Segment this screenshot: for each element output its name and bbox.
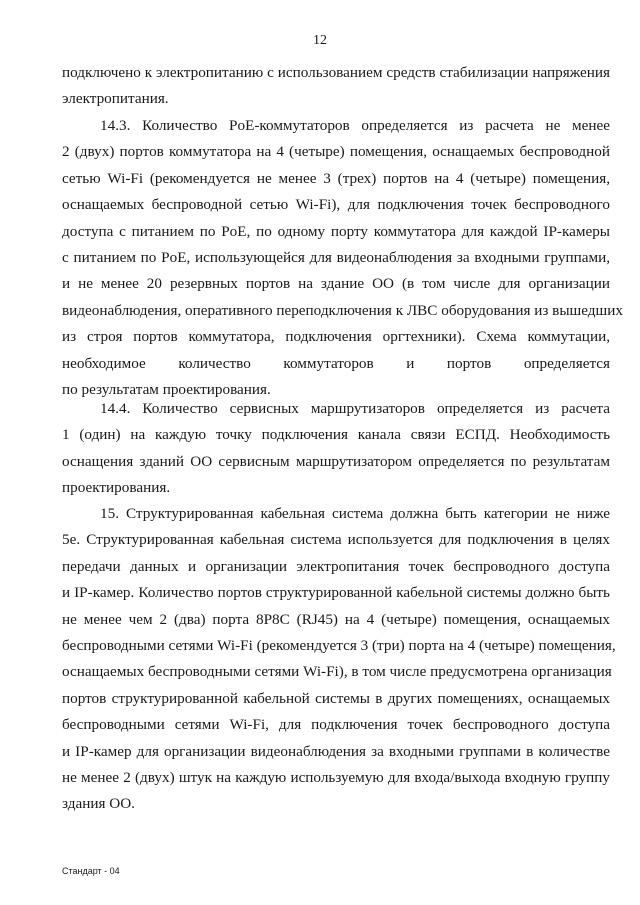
text-line: портов структурированной кабельной системы в других помещениях, оснащаемых xyxy=(62,689,610,707)
text-line: проектирования. xyxy=(62,479,171,497)
text-line: здания ОО. xyxy=(62,795,135,813)
page-number: 12 xyxy=(313,33,327,48)
text-line: доступа с питанием по PoE, по одному порту коммутатора для каждой IP-камеры xyxy=(62,222,610,240)
text-line: оснащения зданий ОО сервисным маршрутизатором определяется по результатам xyxy=(62,452,610,470)
text-line: и IP-камер. Количество портов структурированной кабельной системы должно быть xyxy=(62,584,610,602)
text-line: по результатам проектирования. xyxy=(62,380,271,398)
text-line: видеонаблюдения, оперативного переподключения к ЛВС оборудования из вышедших xyxy=(62,301,623,319)
paragraph-intro xyxy=(62,60,610,113)
text-line: 1 (один) на каждую точку подключения канала связи ЕСПД. Необходимость xyxy=(62,426,610,444)
text-line: 14.4. Количество сервисных маршрутизаторов определяется из расчета xyxy=(100,400,610,417)
paragraph-14-3 xyxy=(62,113,623,403)
text-line: беспроводными сетями Wi-Fi (рекомендуется 3 (три) порта на 4 (четыре) помещения, xyxy=(62,636,616,654)
text-line: беспроводными сетями Wi-Fi, для подключения точек беспроводного доступа xyxy=(62,716,610,734)
paragraph-15 xyxy=(62,501,616,818)
text-line: и не менее 20 резервных портов на здание ОО (в том числе для организации xyxy=(62,275,610,293)
text-line: и IP-камер для организации видеонаблюдения за входными группами в количестве xyxy=(62,742,610,760)
text-line: 5е. Структурированная кабельная система используется для подключения в целях xyxy=(62,531,610,549)
text-line: 15. Структурированная кабельная система должна быть категории не ниже xyxy=(100,505,610,522)
text-line: 2 (двух) портов коммутатора на 4 (четыре) помещения, оснащаемых беспроводной xyxy=(62,143,610,161)
text-line: не менее чем 2 (два) порта 8P8C (RJ45) на 4 (четыре) помещения, оснащаемых xyxy=(62,610,610,628)
text-line: не менее 2 (двух) штук на каждую используемую для входа/выхода входную группу xyxy=(62,768,610,786)
text-line: оснащаемых беспроводной сетью Wi-Fi), для подключения точек беспроводного xyxy=(62,196,610,214)
footer-label: Стандарт - 04 xyxy=(62,866,120,876)
text-line: подключено к электропитанию с использованием средств стабилизации напряжения xyxy=(62,64,610,81)
text-line: сетью Wi-Fi (рекомендуется не менее 3 (трех) портов на 4 (четыре) помещения, xyxy=(62,169,610,187)
text-line: 14.3. Количество PoE-коммутаторов определяется из расчета не менее xyxy=(100,117,610,134)
text-line: с питанием по PoE, использующейся для видеонаблюдения за входными группами, xyxy=(62,248,610,266)
text-line: передачи данных и организации электропитания точек беспроводного доступа xyxy=(62,557,610,575)
text-line: необходимое количество коммутаторов и портов определяется xyxy=(62,354,610,372)
paragraph-14-4 xyxy=(62,396,610,502)
text-line: электропитания. xyxy=(62,90,169,108)
text-line: из строя портов коммутатора, подключения оргтехники). Схема коммутации, xyxy=(62,328,610,346)
text-line: оснащаемых беспроводными сетями Wi-Fi), в том числе предусмотрена организация xyxy=(62,663,612,681)
